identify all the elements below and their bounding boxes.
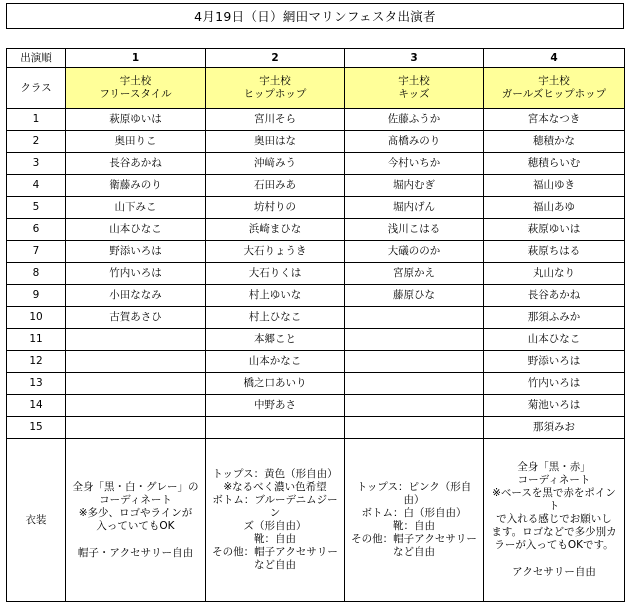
performer-cell: 衛藤みのり <box>66 175 206 197</box>
table-row <box>7 373 625 395</box>
table-row <box>7 131 625 153</box>
row-number: 15 <box>7 417 66 439</box>
performer-cell <box>345 329 484 351</box>
row-number: 8 <box>7 263 66 285</box>
performer-cell: 長谷あかね <box>484 285 625 307</box>
class-style: フリースタイル <box>99 88 172 100</box>
class-style: ガールズヒップホップ <box>501 88 607 100</box>
performer-cell <box>206 417 345 439</box>
class-cell-4 <box>484 68 625 109</box>
performer-cell: 沖﨑みう <box>206 153 345 175</box>
performer-cell: 浅川こはる <box>345 219 484 241</box>
performer-cell <box>66 329 206 351</box>
costume-gap <box>66 533 205 547</box>
performer-cell <box>66 417 206 439</box>
performer-cell: 宮川そら <box>206 109 345 131</box>
performer-cell: 大石りょうき <box>206 241 345 263</box>
costume-line: トップス：ピンク（形自由） <box>356 481 472 506</box>
row-number: 12 <box>7 351 66 373</box>
row-number: 1 <box>7 109 66 131</box>
class-school: 宇土校 <box>398 75 430 87</box>
table-row <box>7 219 625 241</box>
class-cell-2 <box>206 68 345 109</box>
table-row <box>7 285 625 307</box>
performer-cell: 村上ひなこ <box>206 307 345 329</box>
costume-line: 靴：自由 <box>393 520 435 532</box>
performer-cell: 橋之口あいり <box>206 373 345 395</box>
performer-cell: 本郷こと <box>206 329 345 351</box>
table-row <box>7 175 625 197</box>
performer-cell: 藤原ひな <box>345 285 484 307</box>
performer-cell: 髙橋みのり <box>345 131 484 153</box>
costume-line: コーディネート <box>99 493 172 506</box>
row-number: 9 <box>7 285 66 307</box>
costume-line: ます。ロゴなどで多少別カ <box>491 526 617 538</box>
costume-line: ※ベースを黒で赤をポイント <box>492 487 616 512</box>
performer-cell: 大礒ののか <box>345 241 484 263</box>
performer-cell: 小田ななみ <box>66 285 206 307</box>
performer-cell: 萩原ゆいは <box>66 109 206 131</box>
class-school: 宇土校 <box>119 75 152 87</box>
class-label: クラス <box>7 68 66 109</box>
row-number: 14 <box>7 395 66 417</box>
table-row <box>7 109 625 131</box>
performer-cell: 福山ゆき <box>484 175 625 197</box>
class-school: 宇土校 <box>259 75 291 87</box>
costume-gap <box>484 552 624 566</box>
table-row <box>7 197 625 219</box>
performer-cell: 奥田りこ <box>66 131 206 153</box>
performer-cell: 今村いちか <box>345 153 484 175</box>
performer-cell <box>345 373 484 395</box>
costume-line: ボトム：白（形自由） <box>361 507 467 519</box>
performer-cell: 古賀あさひ <box>66 307 206 329</box>
performer-cell <box>66 395 206 417</box>
row-number: 2 <box>7 131 66 153</box>
spacer-row <box>6 29 624 48</box>
performer-cell: 丸山なり <box>484 263 625 285</box>
column-2-header: 2 <box>206 49 345 68</box>
performer-cell: 浜崎まひな <box>206 219 345 241</box>
costume-line: 入っていてもOK <box>96 519 175 532</box>
performer-cell: 堀内げん <box>345 197 484 219</box>
performer-cell: 大石りくは <box>206 263 345 285</box>
performer-cell: 萩原ゆいは <box>484 219 625 241</box>
costume-line: ※多少、ロゴやラインが <box>78 506 193 519</box>
table-row <box>7 307 625 329</box>
performer-cell: 竹内いろは <box>66 263 206 285</box>
costume-line: 靴：自由 <box>254 533 296 545</box>
costume-line: 全身「黒・赤」 <box>517 461 591 473</box>
performer-cell: 野添いろは <box>484 351 625 373</box>
performer-cell <box>345 395 484 417</box>
performer-cell: 石田みあ <box>206 175 345 197</box>
costume-line: で入れる感じでお願いし <box>496 513 612 525</box>
class-style: ヒップホップ <box>243 88 307 100</box>
costume-line: 帽子・アクセサリー自由 <box>77 546 194 559</box>
performer-cell: 山本ひなこ <box>66 219 206 241</box>
performer-cell: 坊村りの <box>206 197 345 219</box>
column-4-header: 4 <box>484 49 625 68</box>
header-row <box>7 49 625 68</box>
column-3-header: 3 <box>345 49 484 68</box>
performer-cell: 長谷あかね <box>66 153 206 175</box>
performer-cell: 穂積らいむ <box>484 153 625 175</box>
table-row <box>7 241 625 263</box>
class-row <box>7 68 625 109</box>
performer-cell: 穂積かな <box>484 131 625 153</box>
costume-line: アクセサリー自由 <box>512 566 596 578</box>
performer-cell: 山本かなこ <box>206 351 345 373</box>
costume-cell-1 <box>66 439 206 602</box>
performer-cell: 山下みこ <box>66 197 206 219</box>
costume-line: など自由 <box>254 559 296 571</box>
row-number: 10 <box>7 307 66 329</box>
performer-cell <box>345 351 484 373</box>
class-cell-1 <box>66 68 206 109</box>
performer-cell: 山本ひなこ <box>484 329 625 351</box>
performer-cell: 宮本なつき <box>484 109 625 131</box>
costume-line: その他：帽子アクセサリー <box>351 533 477 545</box>
table-row <box>7 417 625 439</box>
class-style: キッズ <box>398 88 430 100</box>
order-label: 出演順 <box>7 49 66 68</box>
performer-cell: 菊池いろは <box>484 395 625 417</box>
row-number: 13 <box>7 373 66 395</box>
costume-row <box>7 439 625 602</box>
costume-cell-3 <box>345 439 484 602</box>
table-row <box>7 263 625 285</box>
performer-cell: 宮原かえ <box>345 263 484 285</box>
row-number: 3 <box>7 153 66 175</box>
performer-cell <box>345 307 484 329</box>
costume-line: その他：帽子アクセサリー <box>212 546 338 558</box>
performer-cell: 佐藤ふうか <box>345 109 484 131</box>
performer-cell: 那須みお <box>484 417 625 439</box>
row-number: 5 <box>7 197 66 219</box>
performer-cell <box>345 417 484 439</box>
costume-line: ズ（形自由） <box>243 520 307 532</box>
page-title: 4月19日（日）網田マリンフェスタ出演者 <box>6 3 624 29</box>
costume-label: 衣装 <box>7 439 66 602</box>
table-row <box>7 153 625 175</box>
performer-cell: 中野あさ <box>206 395 345 417</box>
costume-line: など自由 <box>393 546 435 558</box>
costume-line: 全身「黒・白・グレー」の <box>72 480 199 493</box>
performer-cell <box>66 373 206 395</box>
row-number: 7 <box>7 241 66 263</box>
costume-cell-4 <box>484 439 625 602</box>
performer-cell <box>66 351 206 373</box>
table-row <box>7 395 625 417</box>
performer-cell: 萩原ちはる <box>484 241 625 263</box>
costume-line: ラーが入ってもOKです。 <box>494 539 614 551</box>
costume-line: ボトム：ブルーデニムジーン <box>212 494 338 519</box>
performer-cell: 野添いろは <box>66 241 206 263</box>
row-number: 4 <box>7 175 66 197</box>
row-number: 11 <box>7 329 66 351</box>
row-number: 6 <box>7 219 66 241</box>
performer-cell: 堀内むぎ <box>345 175 484 197</box>
performer-cell: 那須ふみか <box>484 307 625 329</box>
costume-line: ※なるべく濃い色希望 <box>223 481 327 493</box>
performer-cell: 村上ゆいな <box>206 285 345 307</box>
column-1-header: 1 <box>66 49 206 68</box>
table-row <box>7 329 625 351</box>
costume-line: トップス：黄色（形自由） <box>212 468 338 480</box>
performer-cell: 奥田はな <box>206 131 345 153</box>
performer-table <box>6 48 625 602</box>
class-cell-3 <box>345 68 484 109</box>
performer-cell: 竹内いろは <box>484 373 625 395</box>
performer-cell: 福山あゆ <box>484 197 625 219</box>
class-school: 宇土校 <box>538 75 570 87</box>
costume-cell-2 <box>206 439 345 602</box>
table-row <box>7 351 625 373</box>
costume-line: コーディネート <box>517 474 591 486</box>
